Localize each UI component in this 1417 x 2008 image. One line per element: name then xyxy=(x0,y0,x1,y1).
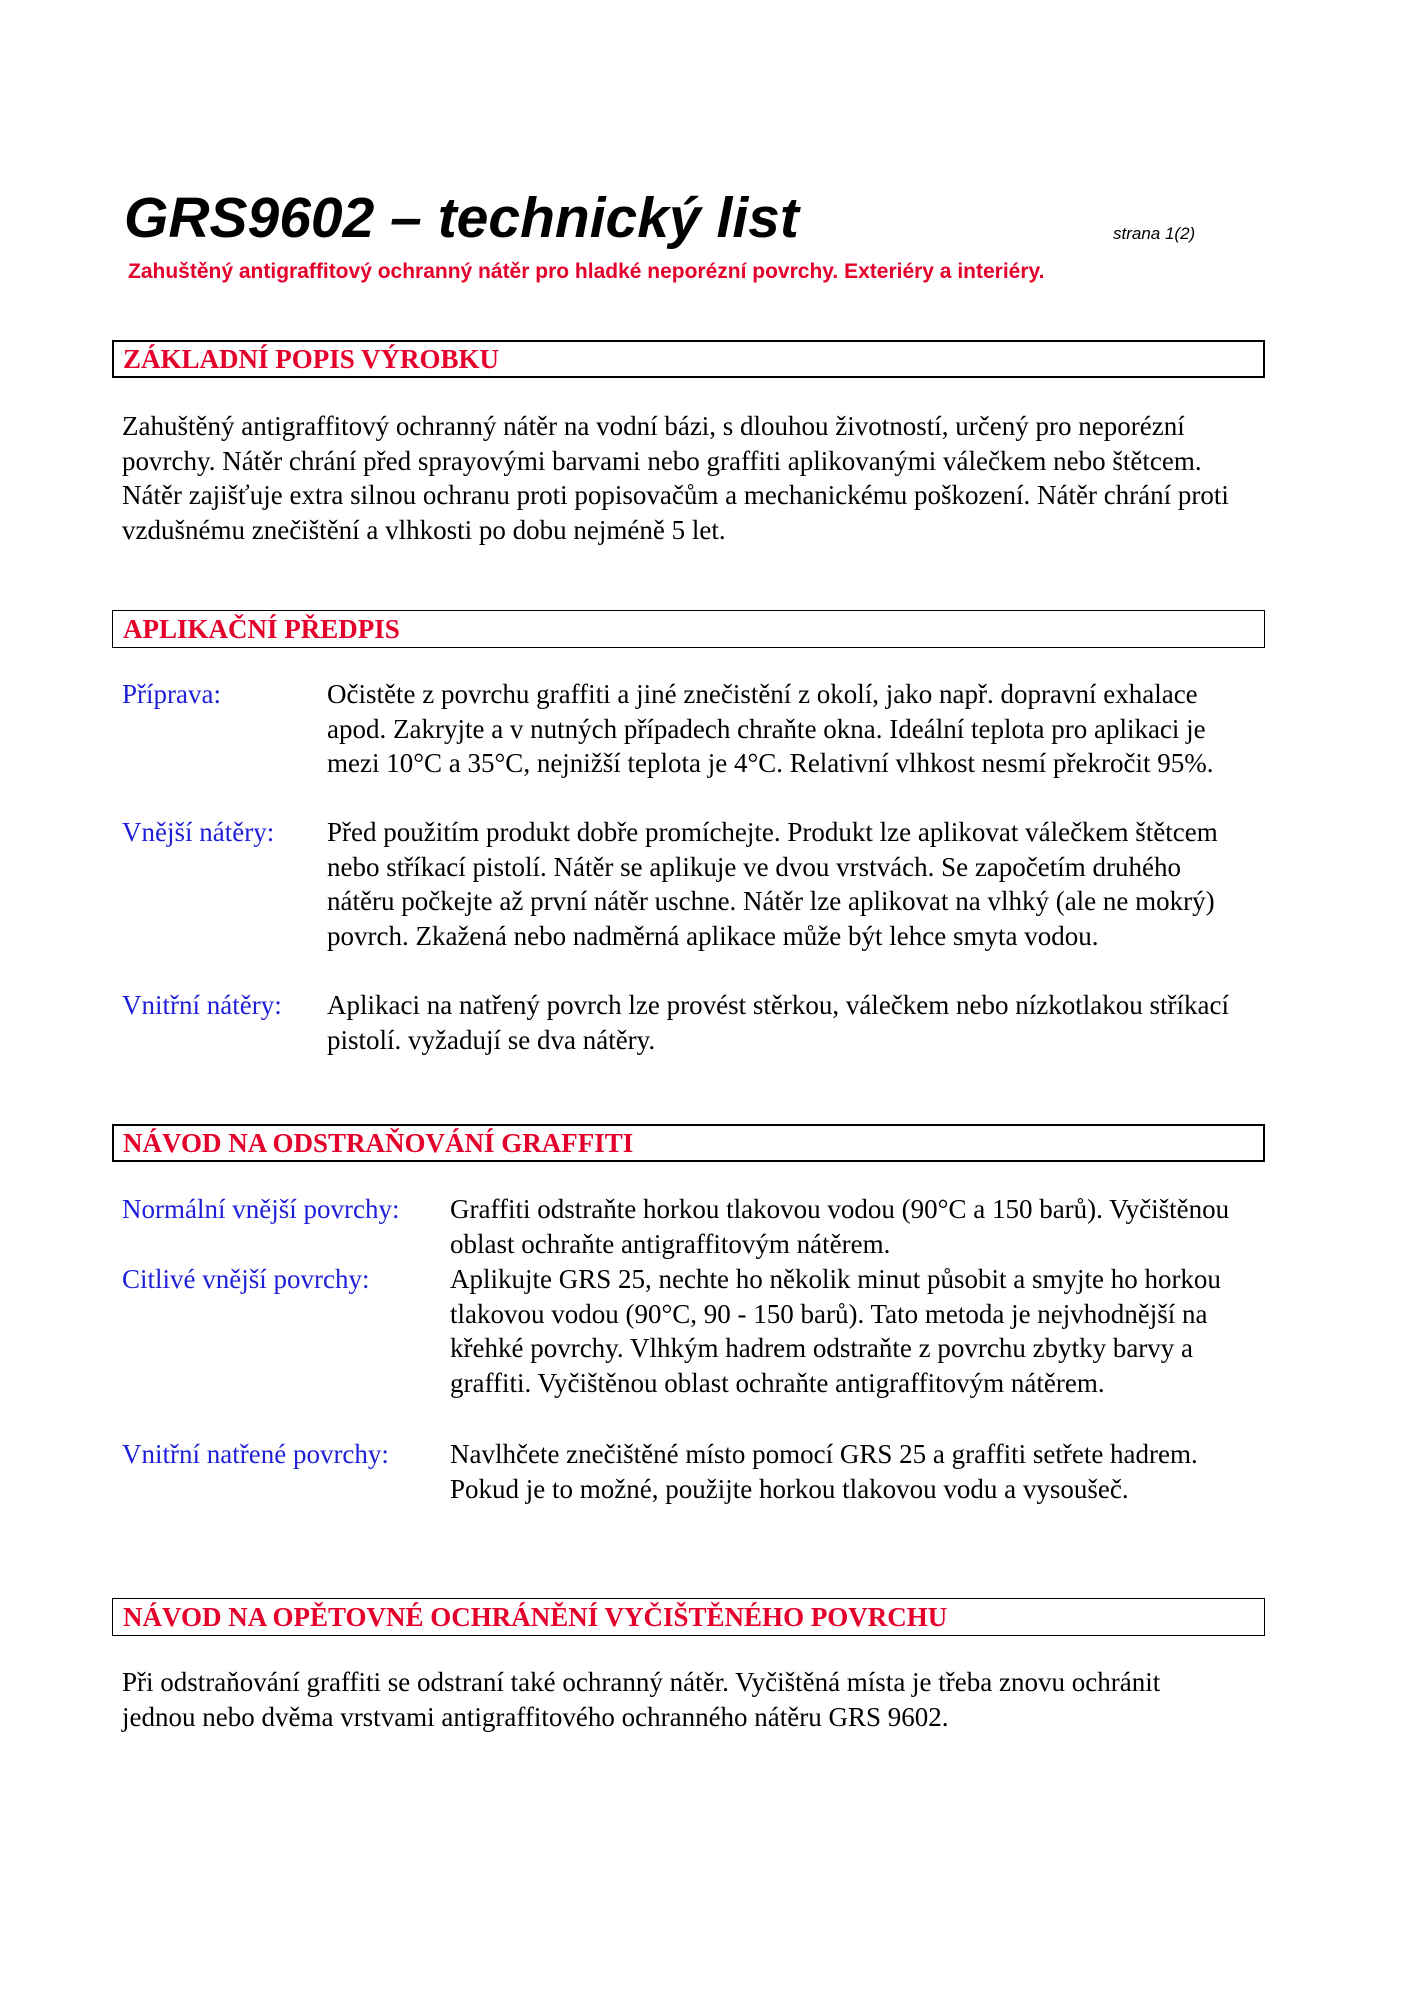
removal-term-normal-exterior: Normální vnější povrchy: xyxy=(122,1194,400,1224)
removal-term-sensitive-exterior: Citlivé vnější povrchy: xyxy=(122,1264,370,1294)
application-term-preparation: Příprava: xyxy=(122,679,221,709)
application-desc-preparation: Očistěte z povrchu graffiti a jiné znečistění z okolí, jako např. dopravní exhalace apod. Zakryjte a v nutných případech chraňte okna. Ideální teplota pro aplikaci je mezi 10°C a 35°C, nejnižší teplota je 4°C. Relativní vlhkost nesmí překročit 95%. xyxy=(327,679,1214,778)
application-term-exterior: Vnější nátěry: xyxy=(122,817,275,847)
section-heading-basic: ZÁKLADNÍ POPIS VÝROBKU xyxy=(112,340,1265,378)
application-desc-interior: Aplikaci na natřený povrch lze provést stěrkou, válečkem nebo nízkotlakou stříkací pistolí. vyžadují se dva nátěry. xyxy=(327,990,1229,1055)
section-heading-removal: NÁVOD NA ODSTRAŇOVÁNÍ GRAFFITI xyxy=(112,1124,1265,1162)
removal-desc-normal-exterior: Graffiti odstraňte horkou tlakovou vodou (90°C a 150 barů). Vyčištěnou oblast ochraňte antigraffitovým nátěrem. xyxy=(450,1194,1230,1259)
section-heading-application: APLIKAČNÍ PŘEDPIS xyxy=(112,610,1265,648)
application-term-interior: Vnitřní nátěry: xyxy=(122,990,282,1020)
basic-description: Zahuštěný antigraffitový ochranný nátěr na vodní bázi, s dlouhou životností, určený pro neporézní povrchy. Nátěr chrání před sprayovými barvami nebo graffiti aplikovanými válečkem nebo štětcem. Nátěr zajišťuje extra silnou ochranu proti popisovačům a mechanickému poškození. Nátěr chrání proti vzdušnému znečištění a vlhkosti po dobu nejméně 5 let. xyxy=(122,411,1229,545)
application-desc-exterior: Před použitím produkt dobře promíchejte. Produkt lze aplikovat válečkem štětcem nebo stříkací pistolí. Nátěr se aplikuje ve dvou vrstvách. Se započetím druhého nátěru počkejte až první nátěr uschne. Nátěr lze aplikovat na vlhký (ale ne mokrý) povrch. Zkažená nebo nadměrná aplikace může být lehce smyta vodou. xyxy=(327,817,1218,951)
document-subtitle: Zahuštěný antigraffitový ochranný nátěr pro hladké neporézní povrchy. Exteriéry a interiéry. xyxy=(128,260,1045,283)
reprotection-description: Při odstraňování graffiti se odstraní také ochranný nátěr. Vyčištěná místa je třeba znovu ochránit jednou nebo dvěma vrstvami antigraffitového ochranného nátěru GRS 9602. xyxy=(122,1667,1161,1732)
page-number: strana 1(2) xyxy=(1113,224,1196,243)
section-heading-reprotection: NÁVOD NA OPĚTOVNÉ OCHRÁNĚNÍ VYČIŠTĚNÉHO POVRCHU xyxy=(112,1598,1265,1636)
removal-desc-interior-painted: Navlhčete znečištěné místo pomocí GRS 25 a graffiti setřete hadrem. Pokud je to možné, použijte horkou tlakovou vodu a vysoušeč. xyxy=(450,1439,1198,1504)
document-title: GRS9602 – technický list xyxy=(124,186,799,250)
removal-desc-sensitive-exterior: Aplikujte GRS 25, nechte ho několik minut působit a smyjte ho horkou tlakovou vodou (90°C, 90 - 150 barů). Tato metoda je nejvhodnější na křehké povrchy. Vlhkým hadrem odstraňte z povrchu zbytky barvy a graffiti. Vyčištěnou oblast ochraňte antigraffitovým nátěrem. xyxy=(450,1264,1221,1398)
removal-term-interior-painted: Vnitřní natřené povrchy: xyxy=(122,1439,389,1469)
